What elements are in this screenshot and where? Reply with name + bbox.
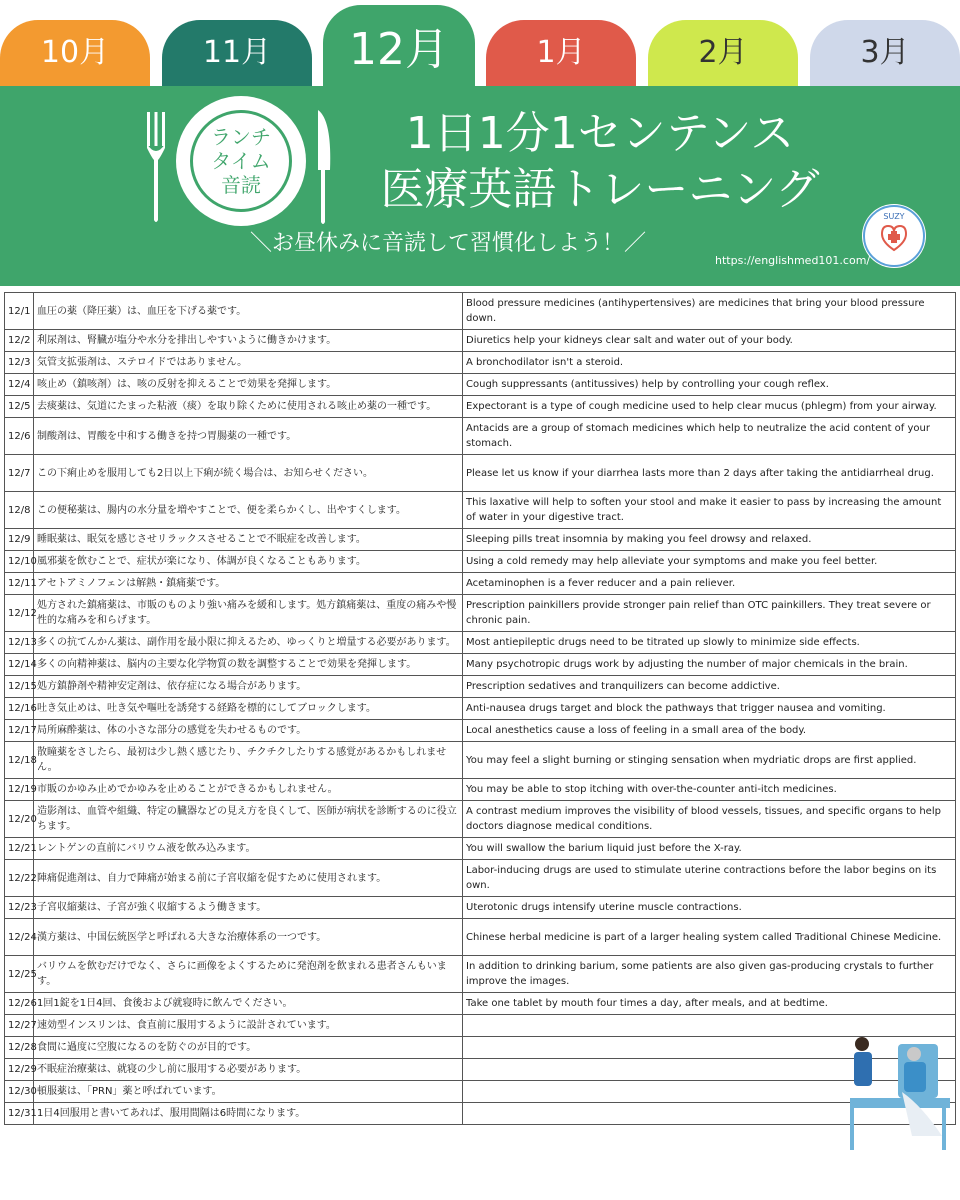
english-sentence: A bronchodilator isn't a steroid. xyxy=(463,352,956,374)
lunch-line-1: ランチ xyxy=(211,125,271,149)
date-cell: 12/30 xyxy=(5,1081,34,1103)
table-row xyxy=(5,374,956,396)
japanese-sentence: 多くの向精神薬は、脳内の主要な化学物質の数を調整することで効果を発揮します。 xyxy=(34,654,463,676)
plate-ring xyxy=(190,110,292,212)
table-row xyxy=(5,838,956,860)
date-cell: 12/11 xyxy=(5,573,34,595)
table-row xyxy=(5,801,956,838)
date-cell: 12/16 xyxy=(5,698,34,720)
english-sentence: Prescription painkillers provide stronger pain relief than OTC painkillers. They treat severe or chronic pain. xyxy=(463,595,956,632)
japanese-sentence: 睡眠薬は、眠気を感じさせリラックスさせることで不眠症を改善します。 xyxy=(34,529,463,551)
table-row xyxy=(5,455,956,492)
lunch-line-3: 音読 xyxy=(221,173,261,197)
japanese-sentence: 風邪薬を飲むことで、症状が楽になり、体調が良くなることもあります。 xyxy=(34,551,463,573)
table-row xyxy=(5,551,956,573)
japanese-sentence: 処方された鎮痛薬は、市販のものより強い痛みを緩和します。処方鎮痛薬は、重度の痛みや慢性的な痛みを和らげます。 xyxy=(34,595,463,632)
table-row xyxy=(5,595,956,632)
lunch-reading-label xyxy=(196,125,286,197)
english-sentence: Most antiepileptic drugs need to be titrated up slowly to minimize side effects. xyxy=(463,632,956,654)
tab-march[interactable]: 3月 xyxy=(810,20,960,90)
schedule-table xyxy=(4,292,956,1125)
knife-icon xyxy=(312,110,334,226)
date-cell: 12/17 xyxy=(5,720,34,742)
japanese-sentence: 局所麻酔薬は、体の小さな部分の感覚を失わせるものです。 xyxy=(34,720,463,742)
table-row xyxy=(5,956,956,993)
english-sentence: Blood pressure medicines (antihypertensives) are medicines that bring your blood pressure down. xyxy=(463,293,956,330)
date-cell: 12/29 xyxy=(5,1059,34,1081)
japanese-sentence: 咳止め（鎮咳剤）は、咳の反射を抑えることで効果を発揮します。 xyxy=(34,374,463,396)
date-cell: 12/31 xyxy=(5,1103,34,1125)
english-sentence: Acetaminophen is a fever reducer and a pain reliever. xyxy=(463,573,956,595)
english-sentence: This laxative will help to soften your stool and make it easier to pass by increasing the amount of water in your digestive tract. xyxy=(463,492,956,529)
japanese-sentence: 市販のかゆみ止めでかゆみを止めることができるかもしれません。 xyxy=(34,779,463,801)
lunch-line-2: タイム xyxy=(211,149,271,173)
table-row xyxy=(5,897,956,919)
logo-graphic xyxy=(862,204,926,268)
english-sentence: You may feel a slight burning or stinging sensation when mydriatic drops are first applied. xyxy=(463,742,956,779)
table-row xyxy=(5,720,956,742)
date-cell: 12/28 xyxy=(5,1037,34,1059)
date-cell: 12/9 xyxy=(5,529,34,551)
japanese-sentence: アセトアミノフェンは解熱・鎮痛薬です。 xyxy=(34,573,463,595)
date-cell: 12/7 xyxy=(5,455,34,492)
english-sentence: You will swallow the barium liquid just before the X-ray. xyxy=(463,838,956,860)
date-cell: 12/6 xyxy=(5,418,34,455)
english-sentence: Prescription sedatives and tranquilizers can become addictive. xyxy=(463,676,956,698)
fork-icon xyxy=(145,112,167,224)
table-row xyxy=(5,1015,956,1037)
table-row xyxy=(5,860,956,897)
english-sentence: Using a cold remedy may help alleviate your symptoms and make you feel better. xyxy=(463,551,956,573)
tab-november[interactable]: 11月 xyxy=(162,20,312,90)
japanese-sentence: 多くの抗てんかん薬は、副作用を最小限に抑えるため、ゆっくりと増量する必要があります。 xyxy=(34,632,463,654)
table-row xyxy=(5,492,956,529)
nurse-patient-illustration xyxy=(842,1036,954,1158)
english-sentence: Sleeping pills treat insomnia by making you feel drowsy and relaxed. xyxy=(463,529,956,551)
table-row xyxy=(5,1081,956,1103)
table-row xyxy=(5,654,956,676)
japanese-sentence: 頓服薬は、「PRN」薬と呼ばれています。 xyxy=(34,1081,463,1103)
date-cell: 12/8 xyxy=(5,492,34,529)
date-cell: 12/26 xyxy=(5,993,34,1015)
date-cell: 12/23 xyxy=(5,897,34,919)
date-cell: 12/18 xyxy=(5,742,34,779)
title-line-2: 医療英語トレーニング xyxy=(380,164,820,215)
english-sentence: Diuretics help your kidneys clear salt and water out of your body. xyxy=(463,330,956,352)
date-cell: 12/13 xyxy=(5,632,34,654)
table-row xyxy=(5,1059,956,1081)
japanese-sentence: 陣痛促進剤は、自力で陣痛が始まる前に子宮収縮を促すために使用されます。 xyxy=(34,860,463,897)
date-cell: 12/1 xyxy=(5,293,34,330)
japanese-sentence: 散瞳薬をさしたら、最初は少し熱く感じたり、チクチクしたりする感覚があるかもしれません。 xyxy=(34,742,463,779)
month-tabs xyxy=(0,0,960,90)
table-row xyxy=(5,396,956,418)
title-line-1: 1日1分1センテンス xyxy=(405,108,795,159)
english-sentence: In addition to drinking barium, some patients are also given gas-producing crystals to further improve the images. xyxy=(463,956,956,993)
japanese-sentence: 子宮収縮薬は、子宮が強く収縮するよう働きます。 xyxy=(34,897,463,919)
date-cell: 12/22 xyxy=(5,860,34,897)
schedule-body xyxy=(5,293,956,1125)
japanese-sentence: 不眠症治療薬は、就寝の少し前に服用する必要があります。 xyxy=(34,1059,463,1081)
table-row xyxy=(5,742,956,779)
date-cell: 12/24 xyxy=(5,919,34,956)
table-row xyxy=(5,573,956,595)
table-row xyxy=(5,698,956,720)
japanese-sentence: 1日4回服用と書いてあれば、服用間隔は6時間になります。 xyxy=(34,1103,463,1125)
english-sentence: A contrast medium improves the visibility of blood vessels, tissues, and specific organs to help doctors diagnose medical conditions. xyxy=(463,801,956,838)
plate-icon xyxy=(176,96,306,226)
english-sentence: Please let us know if your diarrhea lasts more than 2 days after taking the antidiarrheal drug. xyxy=(463,455,956,492)
page-title xyxy=(350,106,850,218)
english-sentence: Cough suppressants (antitussives) help by controlling your cough reflex. xyxy=(463,374,956,396)
date-cell: 12/10 xyxy=(5,551,34,573)
english-sentence: Chinese herbal medicine is part of a larger healing system called Traditional Chinese Medicine. xyxy=(463,919,956,956)
table-row xyxy=(5,632,956,654)
table-row xyxy=(5,676,956,698)
date-cell: 12/3 xyxy=(5,352,34,374)
tab-january[interactable]: 1月 xyxy=(486,20,636,90)
date-cell: 12/27 xyxy=(5,1015,34,1037)
english-sentence: Expectorant is a type of cough medicine used to help clear mucus (phlegm) from your airway. xyxy=(463,396,956,418)
date-cell: 12/2 xyxy=(5,330,34,352)
date-cell: 12/14 xyxy=(5,654,34,676)
japanese-sentence: 去痰薬は、気道にたまった粘液（痰）を取り除くために使用される咳止め薬の一種です。 xyxy=(34,396,463,418)
suzy-logo xyxy=(862,204,926,268)
date-cell: 12/20 xyxy=(5,801,34,838)
date-cell: 12/5 xyxy=(5,396,34,418)
japanese-sentence: 処方鎮静剤や精神安定剤は、依存症になる場合があります。 xyxy=(34,676,463,698)
table-row xyxy=(5,1037,956,1059)
english-sentence: Uterotonic drugs intensify uterine muscle contractions. xyxy=(463,897,956,919)
tab-december[interactable]: 12月 xyxy=(323,5,475,90)
date-cell: 12/19 xyxy=(5,779,34,801)
table-row xyxy=(5,293,956,330)
subtitle: ＼お昼休みに音読して習慣化しよう！／ xyxy=(250,231,647,256)
japanese-sentence: 速効型インスリンは、食直前に服用するように設計されています。 xyxy=(34,1015,463,1037)
japanese-sentence: この下痢止めを服用しても2日以上下痢が続く場合は、お知らせください。 xyxy=(34,455,463,492)
date-cell: 12/21 xyxy=(5,838,34,860)
tab-february[interactable]: 2月 xyxy=(648,20,798,90)
japanese-sentence: 吐き気止めは、吐き気や嘔吐を誘発する経路を標的にしてブロックします。 xyxy=(34,698,463,720)
table-row xyxy=(5,993,956,1015)
table-row xyxy=(5,330,956,352)
japanese-sentence: 食間に過度に空腹になるのを防ぐのが目的です。 xyxy=(34,1037,463,1059)
logo-text: SUZY xyxy=(883,212,905,221)
japanese-sentence: 漢方薬は、中国伝統医学と呼ばれる大きな治療体系の一つです。 xyxy=(34,919,463,956)
english-sentence: Take one tablet by mouth four times a day, after meals, and at bedtime. xyxy=(463,993,956,1015)
date-cell: 12/25 xyxy=(5,956,34,993)
table-row xyxy=(5,919,956,956)
english-sentence: You may be able to stop itching with over-the-counter anti-itch medicines. xyxy=(463,779,956,801)
japanese-sentence: 1回1錠を1日4回、食後および就寝時に飲んでください。 xyxy=(34,993,463,1015)
date-cell: 12/4 xyxy=(5,374,34,396)
date-cell: 12/15 xyxy=(5,676,34,698)
table-row xyxy=(5,418,956,455)
japanese-sentence: レントゲンの直前にバリウム液を飲み込みます。 xyxy=(34,838,463,860)
japanese-sentence: 制酸剤は、胃酸を中和する働きを持つ胃腸薬の一種です。 xyxy=(34,418,463,455)
japanese-sentence: バリウムを飲むだけでなく、さらに画像をよくするために発泡剤を飲まれる患者さんもいます。 xyxy=(34,956,463,993)
japanese-sentence: この便秘薬は、腸内の水分量を増やすことで、便を柔らかくし、出やすくします。 xyxy=(34,492,463,529)
english-sentence: Local anesthetics cause a loss of feeling in a small area of the body. xyxy=(463,720,956,742)
table-row xyxy=(5,529,956,551)
table-row xyxy=(5,1103,956,1125)
japanese-sentence: 血圧の薬（降圧薬）は、血圧を下げる薬です。 xyxy=(34,293,463,330)
table-row xyxy=(5,779,956,801)
japanese-sentence: 気管支拡張剤は、ステロイドではありません。 xyxy=(34,352,463,374)
english-sentence xyxy=(463,1015,956,1037)
english-sentence: Labor-inducing drugs are used to stimulate uterine contractions before the labor begins on its own. xyxy=(463,860,956,897)
japanese-sentence: 造影剤は、血管や組織、特定の臓器などの見え方を良くして、医師が病状を診断するのに役立ちます。 xyxy=(34,801,463,838)
table-row xyxy=(5,352,956,374)
english-sentence: Many psychotropic drugs work by adjusting the number of major chemicals in the brain. xyxy=(463,654,956,676)
site-url[interactable]: https://englishmed101.com/ xyxy=(715,254,871,267)
date-cell: 12/12 xyxy=(5,595,34,632)
english-sentence: Anti-nausea drugs target and block the pathways that trigger nausea and vomiting. xyxy=(463,698,956,720)
japanese-sentence: 利尿剤は、腎臓が塩分や水分を排出しやすいように働きかけます。 xyxy=(34,330,463,352)
english-sentence: Antacids are a group of stomach medicines which help to neutralize the acid content of your stomach. xyxy=(463,418,956,455)
tab-october[interactable]: 10月 xyxy=(0,20,150,90)
